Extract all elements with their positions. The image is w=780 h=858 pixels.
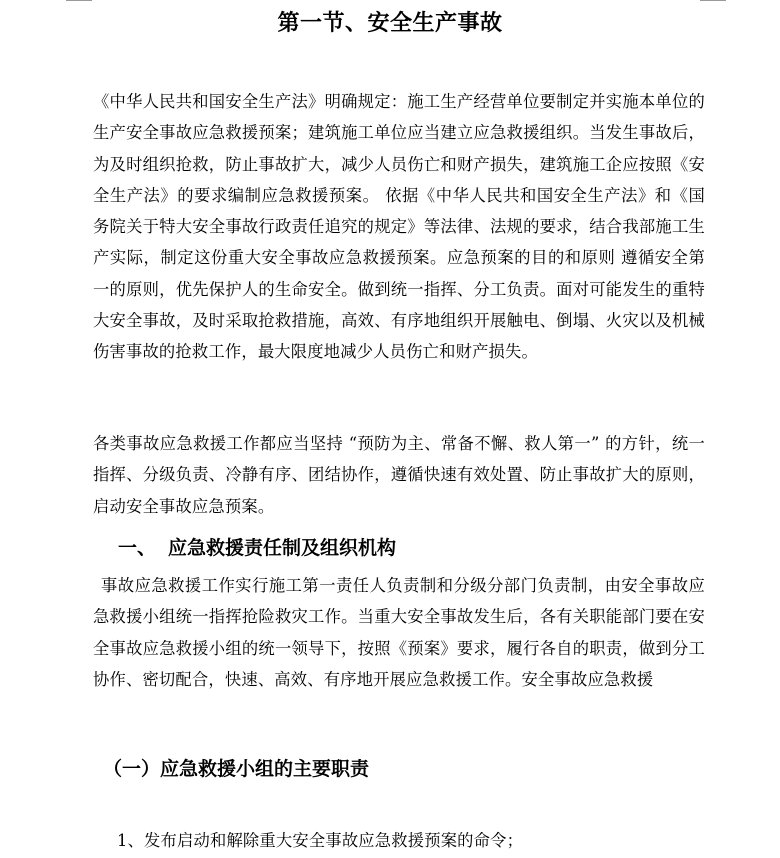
page-corner-mark-left	[66, 0, 92, 1]
subheading-team-duties: （一）应急救援小组的主要职责	[103, 758, 370, 780]
section-title: 第一节、安全生产事故	[277, 10, 503, 36]
paragraph-legal-basis: 《中华人民共和国安全生产法》明确规定：施工生产经营单位要制定并实施本单位的生产安全事故应急救援预案；建筑施工单位应当建立应急救援组织。当发生事故后，为及时组织抢救，防止事故扩大，减少人员伤亡和财产损失，建筑施工企应按照《安全生产法》的要求编制应急救援预案。 依据《中华人民共和国安全生产法》和《国务院关于特大安全事故行政责任追究的规定》等法律、法规的要求，结合我部施工生产实际，制定这份重大安全事故应急救援预案。应急预案的目的和原则 遵循安全第一的原则，优先保护人的生命安全。做到统一指挥、分工负责。面对可能发生的重特大安全事故，及时采取抢救措施，高效、有序地组织开展触电、倒塌、火灾以及机械伤害事故的抢救工作，最大限度地减少人员伤亡和财产损失。	[93, 92, 705, 362]
list-item: 1、发布启动和解除重大安全事故应急救援预案的命令；	[117, 831, 524, 850]
paragraph-guiding-principle: 各类事故应急救援工作都应当坚持 “预防为主、常备不懈、救人第一” 的方针，统一指挥、分级负责、冷静有序、团结协作，遵循快速有效处置、防止事故扩大的原则，启动安全事故应急预案。	[93, 434, 705, 516]
page-corner-mark-right	[700, 0, 726, 1]
paragraph-responsibility-system: 事故应急救援工作实行施工第一责任人负责制和分级分部门负责制，由安全事故应急救援小组统一指挥抢险救灾工作。当重大安全事故发生后，各有关职能部门要在安全事故应急救援小组的统一领导下，按照《预案》要求，履行各自的职责，做到分工协作、密切配合，快速、高效、有序地开展应急救援工作。安全事故应急救援	[93, 576, 705, 689]
heading-number: 一、	[118, 537, 157, 559]
heading-emergency-responsibility	[118, 533, 396, 563]
heading-text: 应急救援责任制及组织机构	[168, 537, 397, 559]
